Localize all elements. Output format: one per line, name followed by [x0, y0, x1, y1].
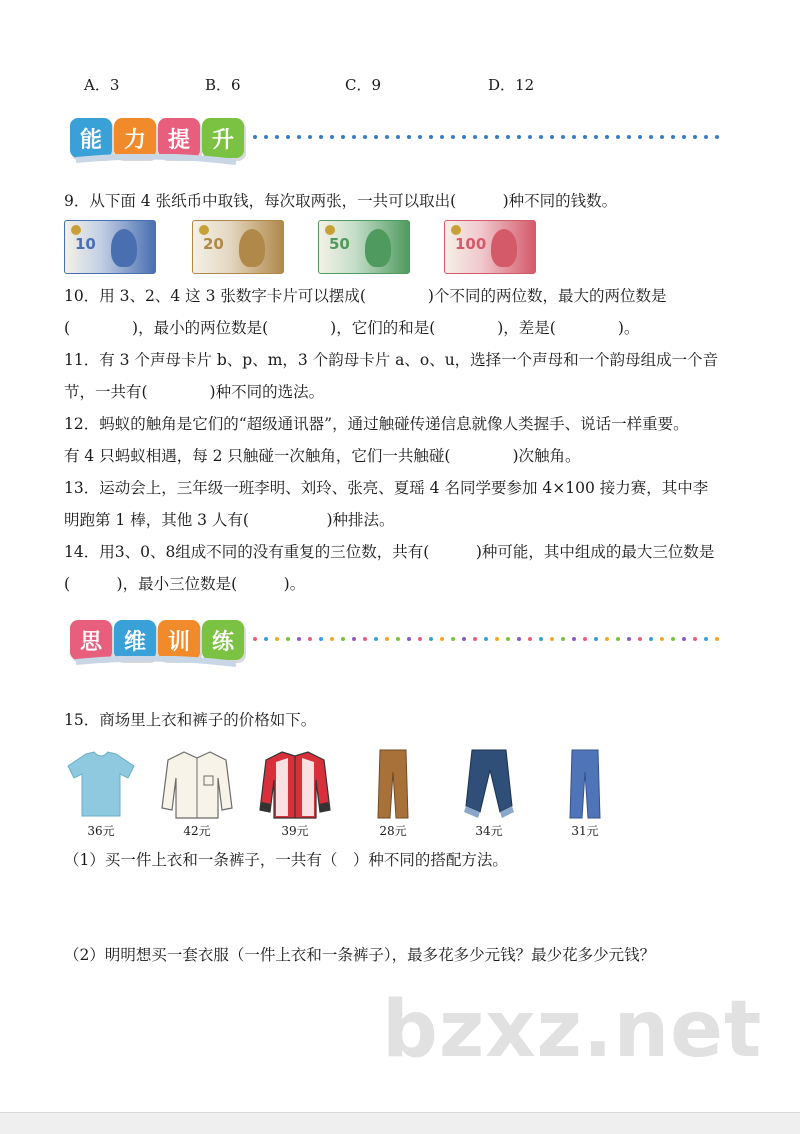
dot: [286, 637, 290, 641]
dot: [561, 637, 565, 641]
dot: [539, 637, 543, 641]
dot: [473, 637, 477, 641]
banknote-10: [64, 220, 156, 274]
dot: [506, 135, 510, 139]
dotted-line: [252, 636, 722, 642]
dot: [517, 135, 521, 139]
question-11-line2: 节，一共有( )种不同的选法。: [64, 383, 325, 401]
price-blue-pants: 31元: [571, 824, 599, 838]
dot: [308, 135, 312, 139]
dot: [594, 637, 598, 641]
dot: [374, 135, 378, 139]
dot: [495, 637, 499, 641]
question-15-title: 15．商场里上衣和裤子的价格如下。: [64, 711, 317, 729]
dot: [396, 637, 400, 641]
swoosh-decoration: [76, 656, 236, 668]
dot: [484, 135, 488, 139]
dot: [297, 135, 301, 139]
question-15-part1: （1）买一件上衣和一条裤子，一共有（ ）种不同的搭配方法。: [64, 851, 508, 869]
brown-pants-icon: [356, 748, 430, 820]
dot: [308, 637, 312, 641]
dot: [693, 135, 697, 139]
swoosh-decoration: [76, 154, 236, 166]
banknote-50: [318, 220, 410, 274]
dot: [660, 637, 664, 641]
portrait-icon: [365, 229, 391, 267]
dot: [451, 135, 455, 139]
dot: [473, 135, 477, 139]
dot: [682, 135, 686, 139]
option-c: C．9: [345, 76, 382, 94]
dot: [660, 135, 664, 139]
banknote-100: [444, 220, 536, 274]
question-10-line2: ( )，最小的两位数是( )，它们的和是( )，差是( )。: [64, 319, 640, 337]
banner-char: 练: [202, 620, 244, 660]
dot: [418, 135, 422, 139]
section-banner-thinking: [70, 620, 730, 676]
dot: [297, 637, 301, 641]
dot: [440, 637, 444, 641]
watermark-logo: bzxz.net: [382, 985, 763, 1075]
price-brown-pants: 28元: [379, 824, 407, 838]
dot: [627, 637, 631, 641]
banknote-value: 20: [203, 235, 224, 253]
dot: [352, 135, 356, 139]
dot: [341, 637, 345, 641]
option-a: A．3: [84, 76, 120, 94]
banknote-value: 100: [455, 235, 487, 253]
price-tshirt: 36元: [87, 824, 115, 838]
dot: [275, 135, 279, 139]
dot: [649, 135, 653, 139]
dot: [616, 637, 620, 641]
dot: [374, 637, 378, 641]
dotted-line: [252, 134, 722, 140]
question-9: 9．从下面 4 张纸币中取钱，每次取两张，一共可以取出( )种不同的钱数。: [64, 192, 618, 210]
dot: [627, 135, 631, 139]
dot: [385, 135, 389, 139]
blue-pants-icon: [548, 748, 622, 820]
option-b: B．6: [205, 76, 241, 94]
question-14-line2: ( )，最小三位数是( )。: [64, 575, 306, 593]
price-jeans: 34元: [475, 824, 503, 838]
dot: [429, 135, 433, 139]
dot: [561, 135, 565, 139]
dot: [682, 637, 686, 641]
dot: [671, 135, 675, 139]
dot: [583, 135, 587, 139]
question-11-line1: 11．有 3 个声母卡片 b、p、m，3 个韵母卡片 a、o、u，选择一个声母和一个韵母组成一个音: [64, 351, 719, 369]
dot: [638, 135, 642, 139]
question-13-line1: 13．运动会上，三年级一班李明、刘玲、张亮、夏瑶 4 名同学要参加 4×100 接力赛，其中李: [64, 479, 709, 497]
jacket-icon: [258, 748, 332, 820]
dot: [704, 135, 708, 139]
dot: [319, 135, 323, 139]
question-10-line1: 10．用 3、2、4 这 3 张数字卡片可以摆成( )个不同的两位数，最大的两位数是: [64, 287, 667, 305]
dot: [594, 135, 598, 139]
banner-char: 提: [158, 118, 200, 158]
question-14-line1: 14．用3、0、8组成不同的没有重复的三位数，共有( )种可能，其中组成的最大三位数是: [64, 543, 715, 561]
emblem-icon: [325, 225, 335, 235]
dot: [638, 637, 642, 641]
portrait-icon: [239, 229, 265, 267]
question-12-line1: 12．蚂蚁的触角是它们的“超级通讯器”，通过触碰传递信息就像人类握手、说话一样重要。: [64, 415, 689, 433]
portrait-icon: [111, 229, 137, 267]
emblem-icon: [451, 225, 461, 235]
dot: [605, 135, 609, 139]
page-bottom-edge: [0, 1112, 800, 1134]
dot: [363, 135, 367, 139]
dot: [264, 135, 268, 139]
banner-char: 力: [114, 118, 156, 158]
price-jacket: 39元: [281, 824, 309, 838]
dot: [286, 135, 290, 139]
banknote-20: [192, 220, 284, 274]
dot: [495, 135, 499, 139]
tshirt-icon: [64, 748, 138, 820]
option-d: D．12: [488, 76, 535, 94]
dot: [451, 637, 455, 641]
dot: [704, 637, 708, 641]
banner-char: 训: [158, 620, 200, 660]
dot: [264, 637, 268, 641]
dot: [539, 135, 543, 139]
dot: [517, 637, 521, 641]
banknote-value: 50: [329, 235, 350, 253]
dot: [253, 135, 257, 139]
dot: [429, 637, 433, 641]
portrait-icon: [491, 229, 517, 267]
dot: [715, 637, 719, 641]
dot: [572, 637, 576, 641]
dot: [275, 637, 279, 641]
question-12-line2: 有 4 只蚂蚁相遇，每 2 只触碰一次触角，它们一共触碰( )次触角。: [64, 447, 581, 465]
dot: [715, 135, 719, 139]
dot: [572, 135, 576, 139]
section-banner-ability: [70, 118, 730, 174]
banner-char: 维: [114, 620, 156, 660]
dot: [506, 637, 510, 641]
dot: [528, 135, 532, 139]
dot: [693, 637, 697, 641]
dot: [616, 135, 620, 139]
dot: [407, 135, 411, 139]
dot: [528, 637, 532, 641]
dot: [671, 637, 675, 641]
dot: [605, 637, 609, 641]
banner-char: 升: [202, 118, 244, 158]
shirt-icon: [160, 748, 234, 820]
dot: [330, 135, 334, 139]
banknote-value: 10: [75, 235, 96, 253]
dot: [407, 637, 411, 641]
dot: [418, 637, 422, 641]
dot: [462, 637, 466, 641]
jeans-icon: [452, 748, 526, 820]
dot: [385, 637, 389, 641]
dot: [484, 637, 488, 641]
banner-char: 思: [70, 620, 112, 660]
banner-char: 能: [70, 118, 112, 158]
dot: [319, 637, 323, 641]
emblem-icon: [199, 225, 209, 235]
dot: [440, 135, 444, 139]
dot: [396, 135, 400, 139]
dot: [341, 135, 345, 139]
dot: [550, 135, 554, 139]
dot: [649, 637, 653, 641]
question-13-line2: 明跑第 1 棒，其他 3 人有( )种排法。: [64, 511, 395, 529]
dot: [583, 637, 587, 641]
dot: [550, 637, 554, 641]
emblem-icon: [71, 225, 81, 235]
price-shirt: 42元: [183, 824, 211, 838]
dot: [352, 637, 356, 641]
dot: [462, 135, 466, 139]
dot: [253, 637, 257, 641]
dot: [330, 637, 334, 641]
dot: [363, 637, 367, 641]
question-15-part2: （2）明明想买一套衣服（一件上衣和一条裤子），最多花多少元钱？最少花多少元钱？: [64, 946, 656, 964]
